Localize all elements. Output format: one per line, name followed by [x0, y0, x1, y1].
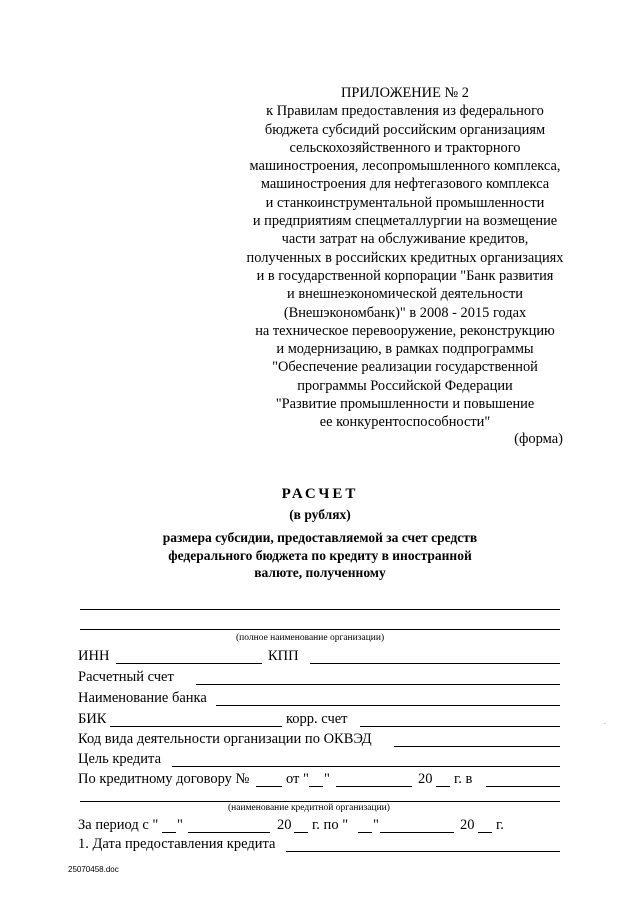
period-start-year-label: 20: [277, 817, 292, 833]
bik-label: БИК: [78, 711, 107, 727]
appendix-line: на техническое перевооружение, реконструкцию: [255, 322, 555, 339]
appendix-line: бюджета субсидий российским организациям: [264, 121, 546, 138]
contract-year-label: 20: [418, 771, 433, 787]
corr-account-label: корр. счет: [286, 711, 348, 727]
appendix-line: полученных в российских кредитных организациях: [246, 249, 564, 266]
appendix-line: к Правилам предоставления из федерального: [266, 103, 544, 120]
appendix-line: (Внешэкономбанк)" в 2008 - 2015 годах: [283, 304, 527, 321]
credit-org-name-line[interactable]: [80, 801, 560, 802]
appendix-title: ПРИЛОЖЕНИЕ № 2: [341, 85, 469, 101]
inn-label: ИНН: [78, 648, 110, 664]
period-start-month-field[interactable]: [188, 832, 270, 833]
okved-label: Код вида деятельности организации по ОКВЭД: [78, 731, 372, 747]
appendix-line: программы Российской Федерации: [297, 377, 513, 394]
calculation-title-block: [100, 486, 540, 582]
appendix-line: "Развитие промышленности и повышение: [275, 396, 535, 413]
org-name-line-1[interactable]: [80, 609, 560, 610]
credit-date-field[interactable]: [286, 851, 560, 852]
description-line: размера субсидии, предоставляемой за счет средств: [162, 530, 478, 545]
period-end-quote: ": [373, 817, 379, 833]
period-end-g: г.: [496, 817, 504, 833]
period-end-month-field[interactable]: [380, 832, 454, 833]
appendix-line: машиностроения для нефтегазового комплекса: [260, 176, 550, 193]
contract-number-field[interactable]: [256, 786, 282, 787]
period-end-day-field[interactable]: [358, 832, 372, 833]
appendix-line: машиностроения, лесопромышленного комплекса,: [249, 158, 561, 175]
period-to-label: г. по ": [312, 817, 349, 833]
corr-account-field[interactable]: [360, 726, 560, 727]
margin-mark: .: [604, 718, 606, 726]
description-line: валюте, полученному: [254, 565, 386, 580]
period-end-year-label: 20: [460, 817, 475, 833]
contract-day-field[interactable]: [309, 786, 323, 787]
appendix-line: и в государственной корпорации "Банк развития: [256, 267, 554, 284]
contract-month-field[interactable]: [336, 786, 412, 787]
file-name: 25070458.doc: [68, 865, 119, 874]
bank-name-field[interactable]: [216, 705, 560, 706]
contract-quote: ": [324, 771, 330, 787]
account-field[interactable]: [196, 684, 560, 685]
appendix-line: сельскохозяйственного и тракторного: [289, 139, 521, 156]
contract-label: По кредитному договору №: [78, 771, 250, 787]
kpp-label: КПП: [268, 648, 299, 664]
credit-date-label: 1. Дата предоставления кредита: [78, 836, 276, 852]
bik-field[interactable]: [110, 726, 282, 727]
description-line: федерального бюджета по кредиту в иностранной: [168, 547, 472, 563]
account-label: Расчетный счет: [78, 669, 174, 685]
appendix-line: и предприятиям спецметаллургии на возмещение: [252, 213, 558, 230]
period-end-year-field[interactable]: [478, 832, 492, 833]
appendix-line: и модернизацию, в рамках подпрограммы: [276, 341, 534, 358]
period-start-day-field[interactable]: [162, 832, 176, 833]
contract-from-label: от ": [286, 771, 309, 787]
appendix-line: части затрат на обслуживание кредитов,: [281, 231, 529, 248]
calculation-title: РАСЧЕТ: [281, 486, 359, 502]
form-label: (форма): [514, 431, 563, 447]
kpp-field[interactable]: [310, 663, 560, 664]
org-name-line-2[interactable]: [80, 629, 560, 630]
appendix-line: и станкоинструментальной промышленности: [265, 194, 545, 211]
inn-field[interactable]: [116, 663, 262, 664]
appendix-header: [225, 84, 585, 432]
period-label: За период с ": [78, 817, 159, 833]
bank-name-label: Наименование банка: [78, 690, 207, 706]
credit-org-caption: (наименование кредитной организации): [228, 803, 390, 813]
credit-purpose-label: Цель кредита: [78, 751, 162, 767]
credit-org-short-field[interactable]: [486, 786, 560, 787]
okved-field[interactable]: [394, 746, 560, 747]
org-name-caption: (полное наименование организации): [236, 633, 385, 643]
appendix-line: "Обеспечение реализации государственной: [272, 359, 538, 376]
period-start-quote: ": [177, 817, 183, 833]
contract-year-field[interactable]: [436, 786, 450, 787]
credit-purpose-field[interactable]: [172, 766, 560, 767]
appendix-line: и внешнеэкономической деятельности: [287, 286, 523, 303]
currency-note: (в рублях): [289, 507, 351, 522]
calculation-description: [100, 529, 540, 582]
appendix-line: ее конкурентоспособности": [319, 414, 491, 431]
period-start-year-field[interactable]: [294, 832, 308, 833]
contract-city-label: г. в: [454, 771, 473, 787]
